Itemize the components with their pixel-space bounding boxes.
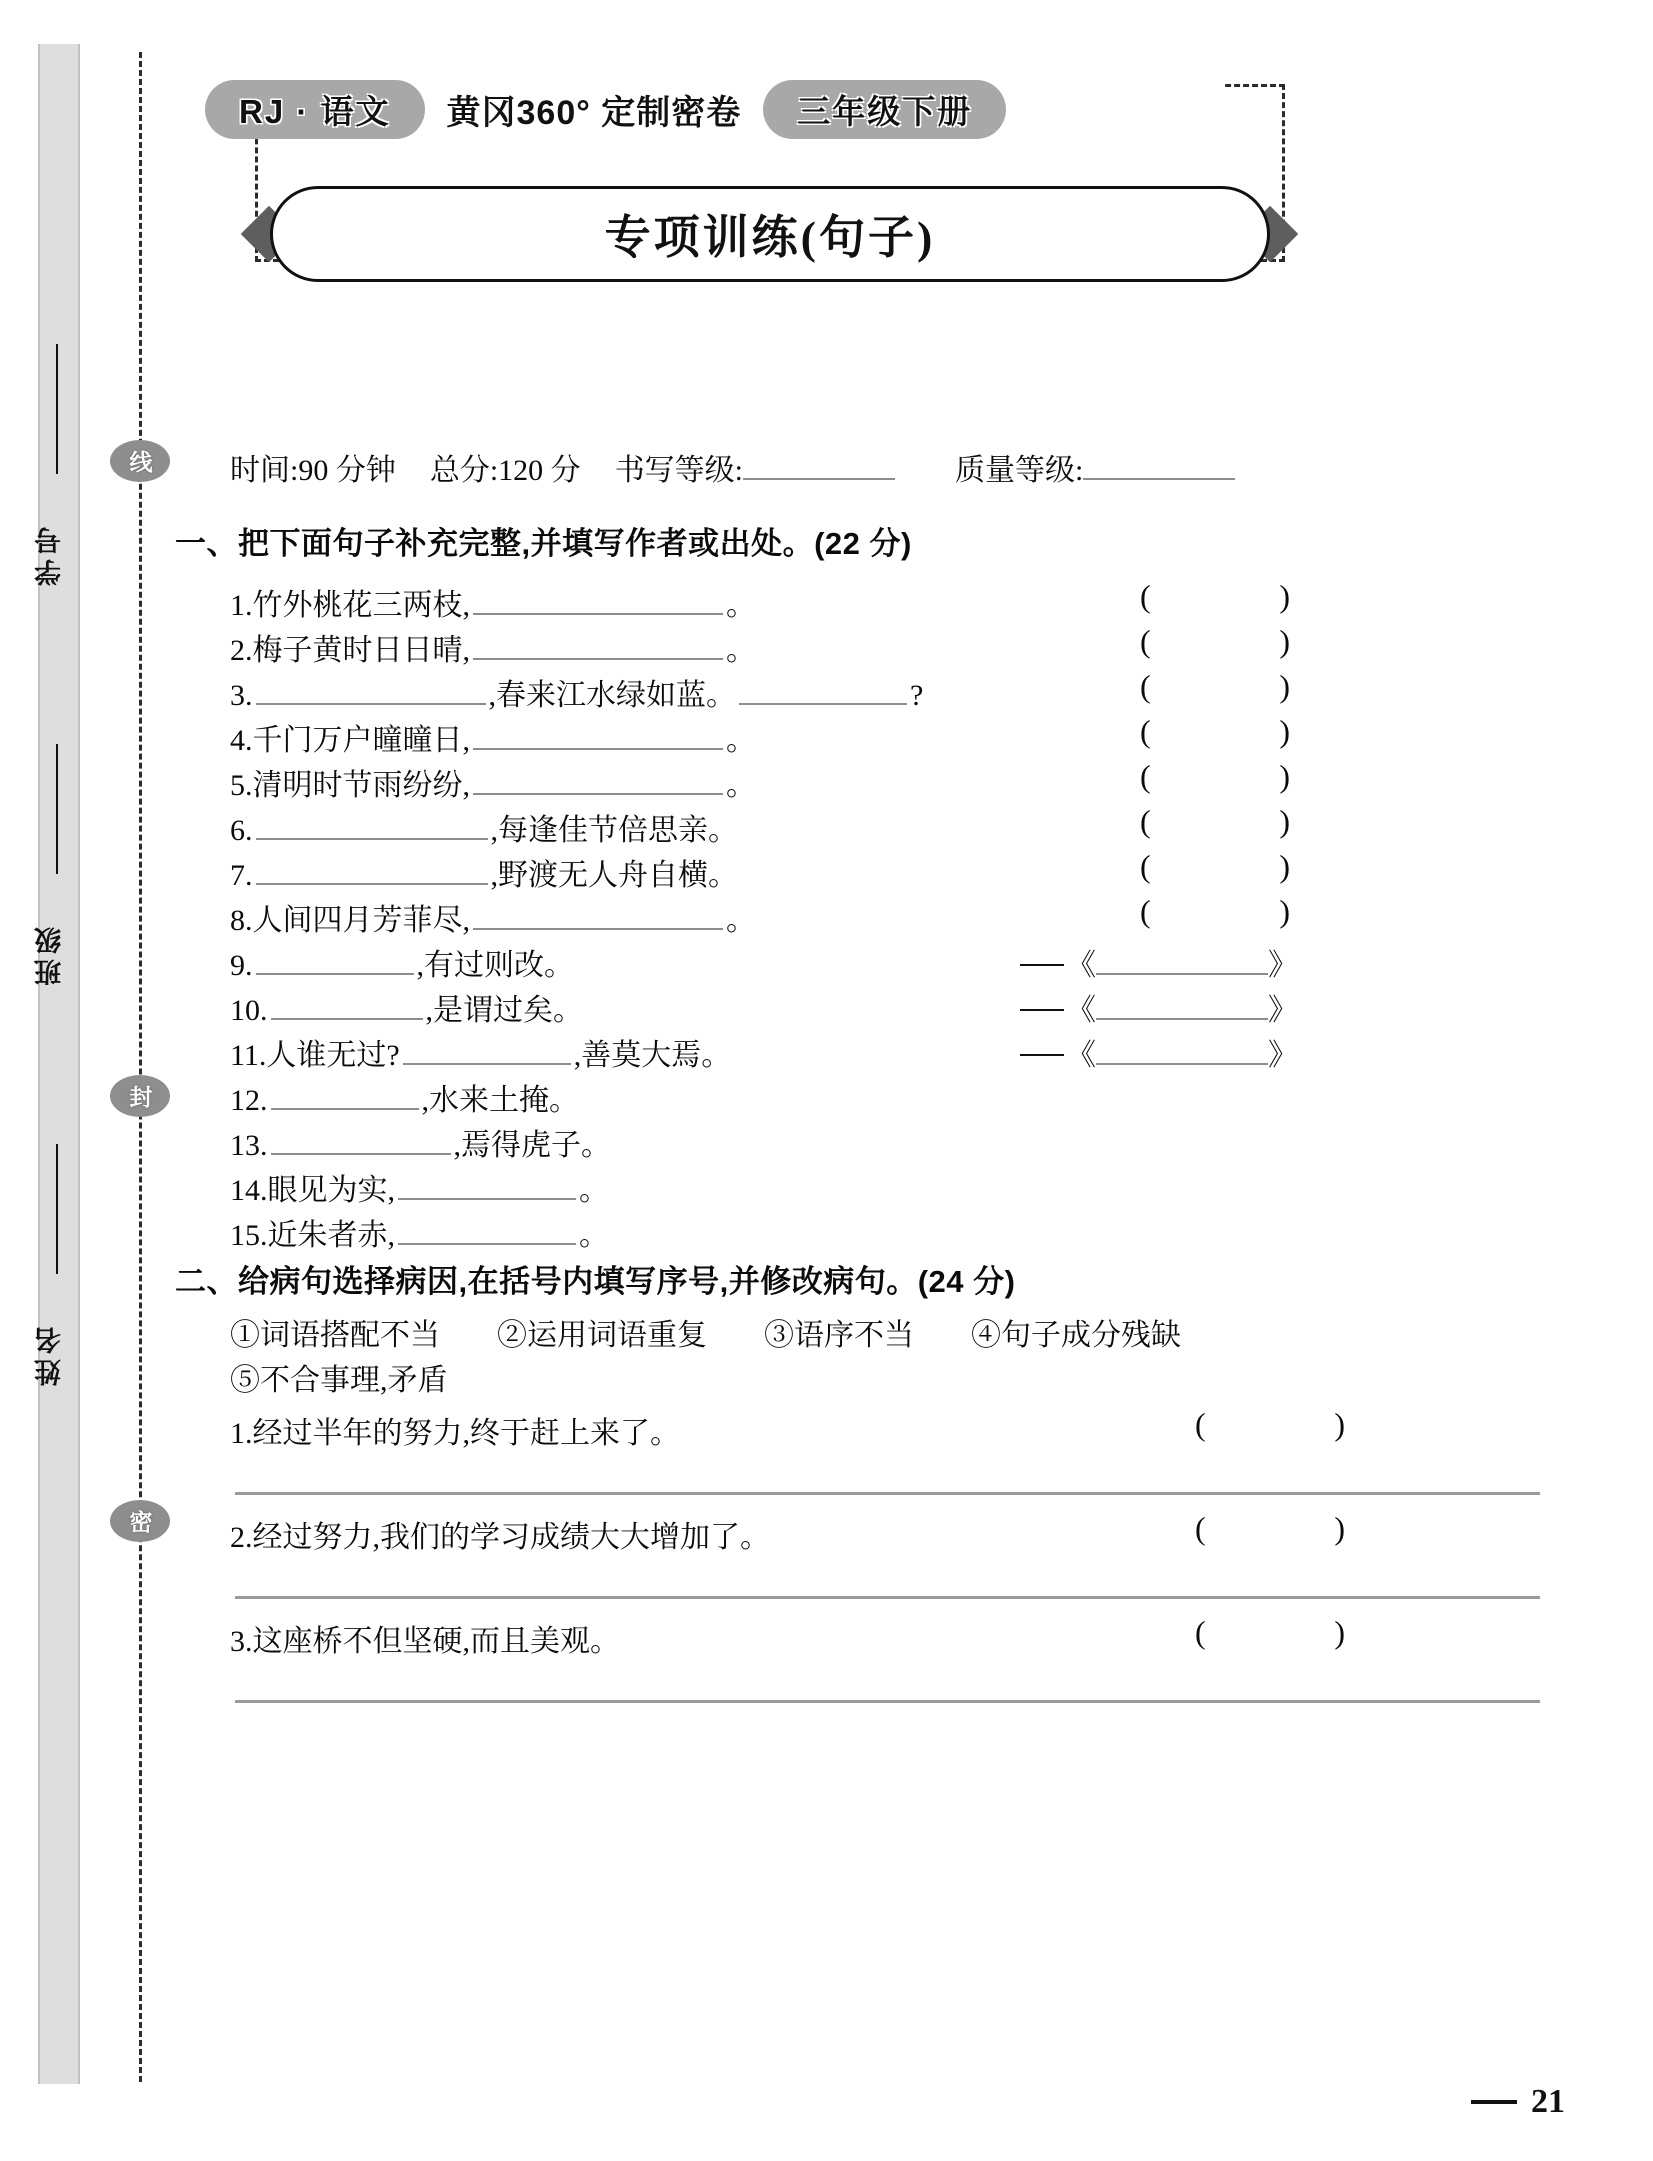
paren-close: ) xyxy=(1279,848,1290,884)
paren-close: ) xyxy=(1279,803,1290,839)
q13-blank[interactable] xyxy=(271,1125,451,1155)
q8-text: 人间四月芳菲尽, xyxy=(252,904,470,937)
option-1: ①词语搭配不当 xyxy=(230,1319,440,1352)
option-3: ③语序不当 xyxy=(764,1319,914,1352)
q15-period: 。 xyxy=(579,1219,609,1252)
q10-row xyxy=(230,985,583,1029)
dash-lead-icon xyxy=(1020,1009,1064,1011)
q8-period: 。 xyxy=(726,904,756,937)
q7-blank[interactable] xyxy=(256,855,488,885)
q5-blank[interactable] xyxy=(473,765,723,795)
q14-text: 眼见为实, xyxy=(267,1174,395,1207)
seal-cut-line xyxy=(139,52,142,2082)
paren-open: ( xyxy=(1195,1510,1206,1546)
q14-number: 14. xyxy=(230,1174,268,1207)
q3-blank-1[interactable] xyxy=(256,675,486,705)
paren-close: ) xyxy=(1279,758,1290,794)
option-2: ②运用词语重复 xyxy=(497,1319,707,1352)
margin-label-name: 姓名 xyxy=(35,1322,65,1386)
s2-q3-number: 3. xyxy=(230,1625,253,1658)
q2-row xyxy=(230,625,756,669)
margin-rule-1 xyxy=(56,344,58,474)
q2-answer-paren[interactable] xyxy=(1140,623,1290,660)
q1-answer-paren[interactable] xyxy=(1140,578,1290,615)
q11-source-box[interactable] xyxy=(1020,1030,1298,1074)
q9-source-blank[interactable] xyxy=(1096,947,1268,975)
exam-total-label: 总分:120 分 xyxy=(429,454,581,487)
q4-period: 。 xyxy=(726,724,756,757)
q9-text: ,有过则改。 xyxy=(416,949,574,982)
q11-source-blank[interactable] xyxy=(1096,1037,1268,1065)
q1-period: 。 xyxy=(726,589,756,622)
section-2-options-line-2 xyxy=(230,1355,448,1399)
margin-label-class: 班级 xyxy=(35,922,65,986)
section-2-options-line-1 xyxy=(230,1310,1181,1354)
q3-text: ,春来江水绿如蓝。 xyxy=(488,679,736,712)
q11-text2: ,善莫大焉。 xyxy=(573,1039,732,1072)
q1-blank[interactable] xyxy=(473,585,723,615)
exam-meta-row xyxy=(230,445,1520,489)
handwriting-grade-blank[interactable] xyxy=(743,454,895,480)
q7-answer-paren[interactable] xyxy=(1140,848,1290,885)
source-open: 《 xyxy=(1066,994,1096,1027)
source-open: 《 xyxy=(1066,949,1096,982)
s2-q2-answer-paren[interactable] xyxy=(1195,1510,1345,1547)
paren-open: ( xyxy=(1140,848,1151,884)
q3-row xyxy=(230,670,923,714)
q3-blank-2[interactable] xyxy=(739,675,907,705)
q15-blank[interactable] xyxy=(398,1215,576,1245)
paren-open: ( xyxy=(1140,668,1151,704)
q15-row xyxy=(230,1210,609,1254)
header-row xyxy=(205,78,1335,140)
paren-open: ( xyxy=(1195,1406,1206,1442)
source-open: 《 xyxy=(1066,1039,1096,1072)
q11-blank[interactable] xyxy=(403,1035,571,1065)
q4-blank[interactable] xyxy=(473,720,723,750)
q6-answer-paren[interactable] xyxy=(1140,803,1290,840)
q11-text: 人谁无过? xyxy=(266,1039,400,1072)
q4-number: 4. xyxy=(230,724,253,757)
s2-q1-number: 1. xyxy=(230,1417,253,1450)
quality-grade-label: 质量等级: xyxy=(955,454,1084,487)
q1-text: 竹外桃花三两枝, xyxy=(252,589,470,622)
page-title: 专项训练(句子) xyxy=(604,212,936,263)
margin-rule-2 xyxy=(56,744,58,874)
q14-row xyxy=(230,1165,609,1209)
q3-answer-paren[interactable] xyxy=(1140,668,1290,705)
q14-blank[interactable] xyxy=(398,1170,576,1200)
paren-open: ( xyxy=(1140,758,1151,794)
option-4: ④句子成分残缺 xyxy=(971,1319,1181,1352)
q10-blank[interactable] xyxy=(271,990,423,1020)
s2-q3-answer-rule[interactable] xyxy=(235,1700,1540,1703)
subject-pill: RJ · 语文 xyxy=(205,80,425,139)
q10-source-blank[interactable] xyxy=(1096,992,1268,1020)
dash-lead-icon xyxy=(1020,964,1064,966)
q7-text: ,野渡无人舟自横。 xyxy=(490,859,738,892)
q9-source-box[interactable] xyxy=(1020,940,1298,984)
q12-blank[interactable] xyxy=(271,1080,419,1110)
q11-number: 11. xyxy=(230,1039,267,1072)
dash-lead-icon xyxy=(1020,1054,1064,1056)
paren-open: ( xyxy=(1195,1614,1206,1650)
title-capsule xyxy=(270,186,1270,282)
section-2-heading: 二、给病句选择病因,在括号内填写序号,并修改病句。(24 分) xyxy=(175,1264,1016,1299)
paren-close: ) xyxy=(1279,713,1290,749)
s2-q1-row xyxy=(230,1408,680,1452)
s2-q1-answer-rule[interactable] xyxy=(235,1492,1540,1495)
q4-text: 千门万户曈曈日, xyxy=(252,724,470,757)
source-close: 》 xyxy=(1268,994,1298,1027)
seal-badge-line: 线 xyxy=(110,440,170,482)
q11-row xyxy=(230,1030,731,1074)
s2-q2-row xyxy=(230,1512,770,1556)
q2-text: 梅子黄时日日晴, xyxy=(252,634,470,667)
paren-close: ) xyxy=(1279,578,1290,614)
q9-blank[interactable] xyxy=(256,945,414,975)
q15-number: 15. xyxy=(230,1219,268,1252)
q12-row xyxy=(230,1075,579,1119)
q1-row xyxy=(230,580,756,624)
q8-row xyxy=(230,895,756,939)
q13-number: 13. xyxy=(230,1129,268,1162)
paren-close: ) xyxy=(1279,668,1290,704)
margin-rule-3 xyxy=(56,1144,58,1274)
paren-close: ) xyxy=(1334,1614,1345,1650)
q8-number: 8. xyxy=(230,904,253,937)
q5-answer-paren[interactable] xyxy=(1140,758,1290,795)
q10-source-box[interactable] xyxy=(1020,985,1298,1029)
paren-close: ) xyxy=(1334,1406,1345,1442)
q7-row xyxy=(230,850,738,894)
q8-blank[interactable] xyxy=(473,900,723,930)
page-footer xyxy=(1471,2083,1565,2121)
q4-row xyxy=(230,715,756,759)
s2-q3-answer-paren[interactable] xyxy=(1195,1614,1345,1651)
s2-q1-answer-paren[interactable] xyxy=(1195,1406,1345,1443)
page-number: 21 xyxy=(1531,2083,1565,2120)
margin-label-group xyxy=(30,44,88,2084)
q10-number: 10. xyxy=(230,994,268,1027)
quality-grade-blank[interactable] xyxy=(1083,454,1235,480)
s2-q2-number: 2. xyxy=(230,1521,253,1554)
q4-answer-paren[interactable] xyxy=(1140,713,1290,750)
q1-number: 1. xyxy=(230,589,253,622)
source-close: 》 xyxy=(1268,1039,1298,1072)
q2-blank[interactable] xyxy=(473,630,723,660)
q9-number: 9. xyxy=(230,949,253,982)
q5-row xyxy=(230,760,756,804)
q12-number: 12. xyxy=(230,1084,268,1117)
paren-open: ( xyxy=(1140,713,1151,749)
q5-number: 5. xyxy=(230,769,253,802)
seal-badge-mi: 密 xyxy=(110,1500,170,1542)
q6-blank[interactable] xyxy=(256,810,488,840)
paren-open: ( xyxy=(1140,623,1151,659)
q3-question-mark: ? xyxy=(910,679,924,712)
q12-text: ,水来土掩。 xyxy=(421,1084,579,1117)
q10-text: ,是谓过矣。 xyxy=(425,994,583,1027)
q13-row xyxy=(230,1120,611,1164)
q2-number: 2. xyxy=(230,634,253,667)
q8-answer-paren[interactable] xyxy=(1140,893,1290,930)
paren-close: ) xyxy=(1334,1510,1345,1546)
q2-period: 。 xyxy=(726,634,756,667)
q6-row xyxy=(230,805,738,849)
s2-q2-text: 经过努力,我们的学习成绩大大增加了。 xyxy=(252,1521,770,1554)
q6-text: ,每逢佳节倍思亲。 xyxy=(490,814,738,847)
paren-open: ( xyxy=(1140,803,1151,839)
q6-number: 6. xyxy=(230,814,253,847)
s2-q1-text: 经过半年的努力,终于赶上来了。 xyxy=(252,1417,680,1450)
q13-text: ,焉得虎子。 xyxy=(453,1129,611,1162)
series-name: 黄冈360° 定制密卷 xyxy=(446,93,742,132)
paren-close: ) xyxy=(1279,623,1290,659)
q5-text: 清明时节雨纷纷, xyxy=(252,769,470,802)
handwriting-grade-label: 书写等级: xyxy=(614,454,744,487)
s2-q3-text: 这座桥不但坚硬,而且美观。 xyxy=(252,1625,620,1658)
paren-open: ( xyxy=(1140,578,1151,614)
paren-open: ( xyxy=(1140,893,1151,929)
section-1-heading: 一、把下面句子补充完整,并填写作者或出处。(22 分) xyxy=(175,526,912,561)
footer-dash-icon xyxy=(1471,2100,1517,2104)
s2-q2-answer-rule[interactable] xyxy=(235,1596,1540,1599)
q3-number: 3. xyxy=(230,679,253,712)
q9-row xyxy=(230,940,574,984)
q14-period: 。 xyxy=(579,1174,609,1207)
q15-text: 近朱者赤, xyxy=(267,1219,395,1252)
paren-close: ) xyxy=(1279,893,1290,929)
margin-label-student-id: 学号 xyxy=(35,522,65,586)
s2-q3-row xyxy=(230,1616,620,1660)
source-close: 》 xyxy=(1268,949,1298,982)
option-5: ⑤不合事理,矛盾 xyxy=(230,1364,448,1397)
q7-number: 7. xyxy=(230,859,253,892)
grade-pill: 三年级下册 xyxy=(763,80,1006,139)
q5-period: 。 xyxy=(726,769,756,802)
seal-badge-feng: 封 xyxy=(110,1075,170,1117)
exam-time-label: 时间:90 分钟 xyxy=(230,454,396,487)
